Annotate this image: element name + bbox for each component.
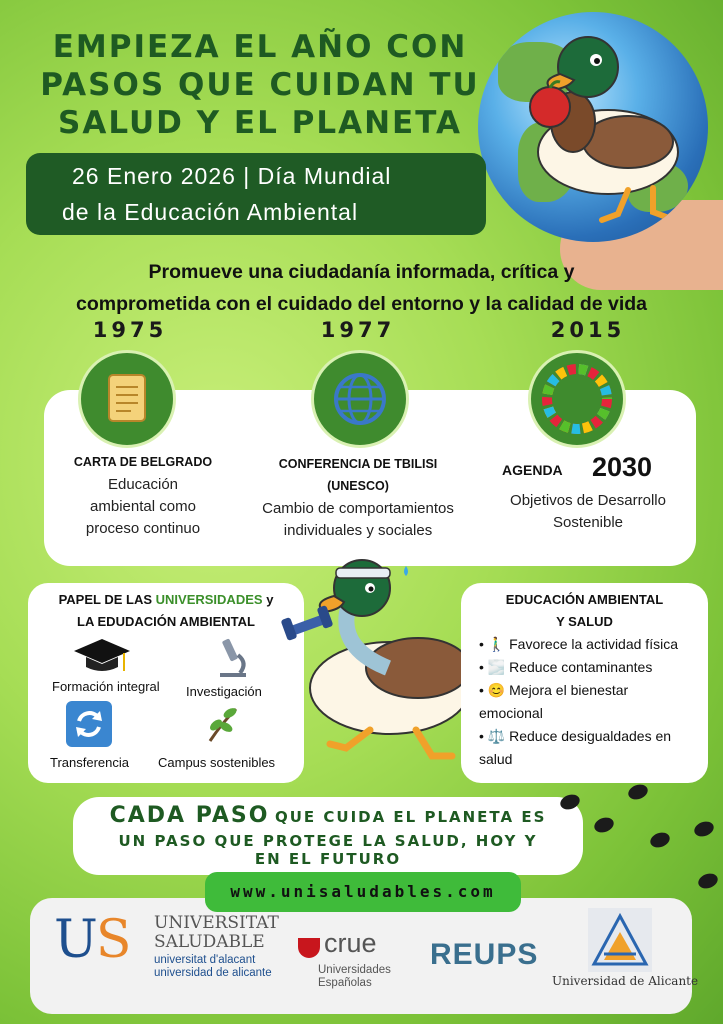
col-text: Educación ambiental como proceso continuo: [85, 476, 201, 537]
sprout-icon: [202, 703, 242, 745]
footprint-icon: [692, 819, 716, 839]
walking-icon: 🚶‍♂️: [487, 636, 506, 652]
globe-duck-illustration: [478, 12, 708, 242]
panel-title-line2: LA EDUDACIÓN AMBIENTAL: [77, 614, 255, 629]
event-line: de la Educación Ambiental: [62, 199, 359, 225]
crue-logo-icon: [298, 938, 320, 958]
col-heading: CARTA DE BELGRADO: [73, 455, 213, 469]
health-bullets: [479, 633, 707, 771]
fog-icon: 🌫️: [487, 659, 506, 675]
refresh-icon: [66, 701, 112, 747]
poster-title: [40, 28, 480, 142]
logo-footer: [30, 898, 699, 1014]
universities-panel: [28, 583, 304, 783]
year-1975: 1975: [92, 318, 168, 342]
smile-icon: 😊: [487, 682, 506, 698]
sdg-wheel-icon: [528, 350, 626, 448]
slogan-line: CADA PASO QUE CUIDA EL PLANETA ES: [109, 803, 547, 828]
agenda-heading: AGENDA 2030: [502, 452, 653, 482]
health-panel: [461, 583, 708, 783]
scales-icon: ⚖️: [487, 728, 506, 744]
footprint-icon: [648, 830, 672, 850]
panel-title: EDUCACIÓN AMBIENTAL: [505, 592, 664, 607]
list-item: • ⚖️ Reduce desigualdades en salud: [479, 728, 672, 767]
panel-title: PAPEL DE LAS UNIVERSIDADES y: [58, 592, 274, 607]
lead-line: comprometida con el cuidado del entorno y la calidad de vida: [75, 293, 648, 315]
footprint-icon: [696, 871, 720, 891]
title-line: SALUD Y EL PLANETA: [58, 105, 462, 141]
lead-line: Promueve una ciudadanía informada, crítica y: [148, 261, 575, 283]
lead-text: [0, 256, 723, 320]
col-text: Objetivos de Desarrollo Sostenible: [510, 492, 666, 531]
ua-logo-icon: [588, 908, 652, 972]
footprint-icon: [626, 782, 650, 802]
list-item: • 😊 Mejora el bienestar emocional: [479, 682, 629, 721]
slogan-line: UN PASO QUE PROTEGE LA SALUD, HOY Y: [118, 832, 538, 850]
col-heading: CONFERENCIA DE TBILISI (UNESCO): [278, 457, 438, 493]
microscope-icon: [212, 635, 252, 679]
title-line: EMPIEZA EL AÑO CON: [52, 29, 468, 65]
item-label: Formación integral: [52, 679, 160, 694]
graduation-cap-icon: [72, 635, 132, 679]
footprint-icon: [592, 815, 616, 835]
title-line: PASOS QUE CUIDAN TU: [40, 67, 480, 103]
year-2015: 2015: [550, 318, 626, 342]
list-item: • 🚶‍♂️ Favorece la actividad física: [479, 636, 678, 652]
date-banner: [26, 153, 486, 235]
website-link[interactable]: www.unisaludables.com: [205, 872, 521, 912]
ua-logo-text: Universidad de Alicante: [552, 974, 699, 988]
item-label: Investigación: [186, 684, 262, 699]
crue-logo-sub: Universidades Españolas: [318, 964, 391, 989]
us-logo-text: UNIVERSITAT SALUDABLE: [154, 913, 279, 952]
us-logo-sub: universitat d'alacant universidad de alicante: [154, 954, 272, 979]
item-label: Campus sostenibles: [158, 755, 276, 770]
col-text: Cambio de comportamientos individuales y sociales: [262, 500, 454, 539]
scroll-icon: [78, 350, 176, 448]
panel-title-line2: Y SALUD: [556, 614, 613, 629]
slogan-line: EN EL FUTURO: [254, 850, 402, 868]
item-label: Transferencia: [50, 755, 129, 770]
year-1977: 1977: [320, 318, 396, 342]
us-logo-mark: US: [54, 910, 130, 970]
list-item: • 🌫️ Reduce contaminantes: [479, 659, 653, 675]
date-line: 26 Enero 2026 | Día Mundial: [72, 163, 392, 189]
reups-logo: REUPS: [430, 938, 539, 971]
crue-logo-text: crue: [324, 928, 377, 958]
running-duck-illustration: [278, 548, 478, 778]
duck-icon: [478, 12, 708, 242]
globe-grid-icon: [311, 350, 409, 448]
slogan-box: [73, 797, 583, 875]
